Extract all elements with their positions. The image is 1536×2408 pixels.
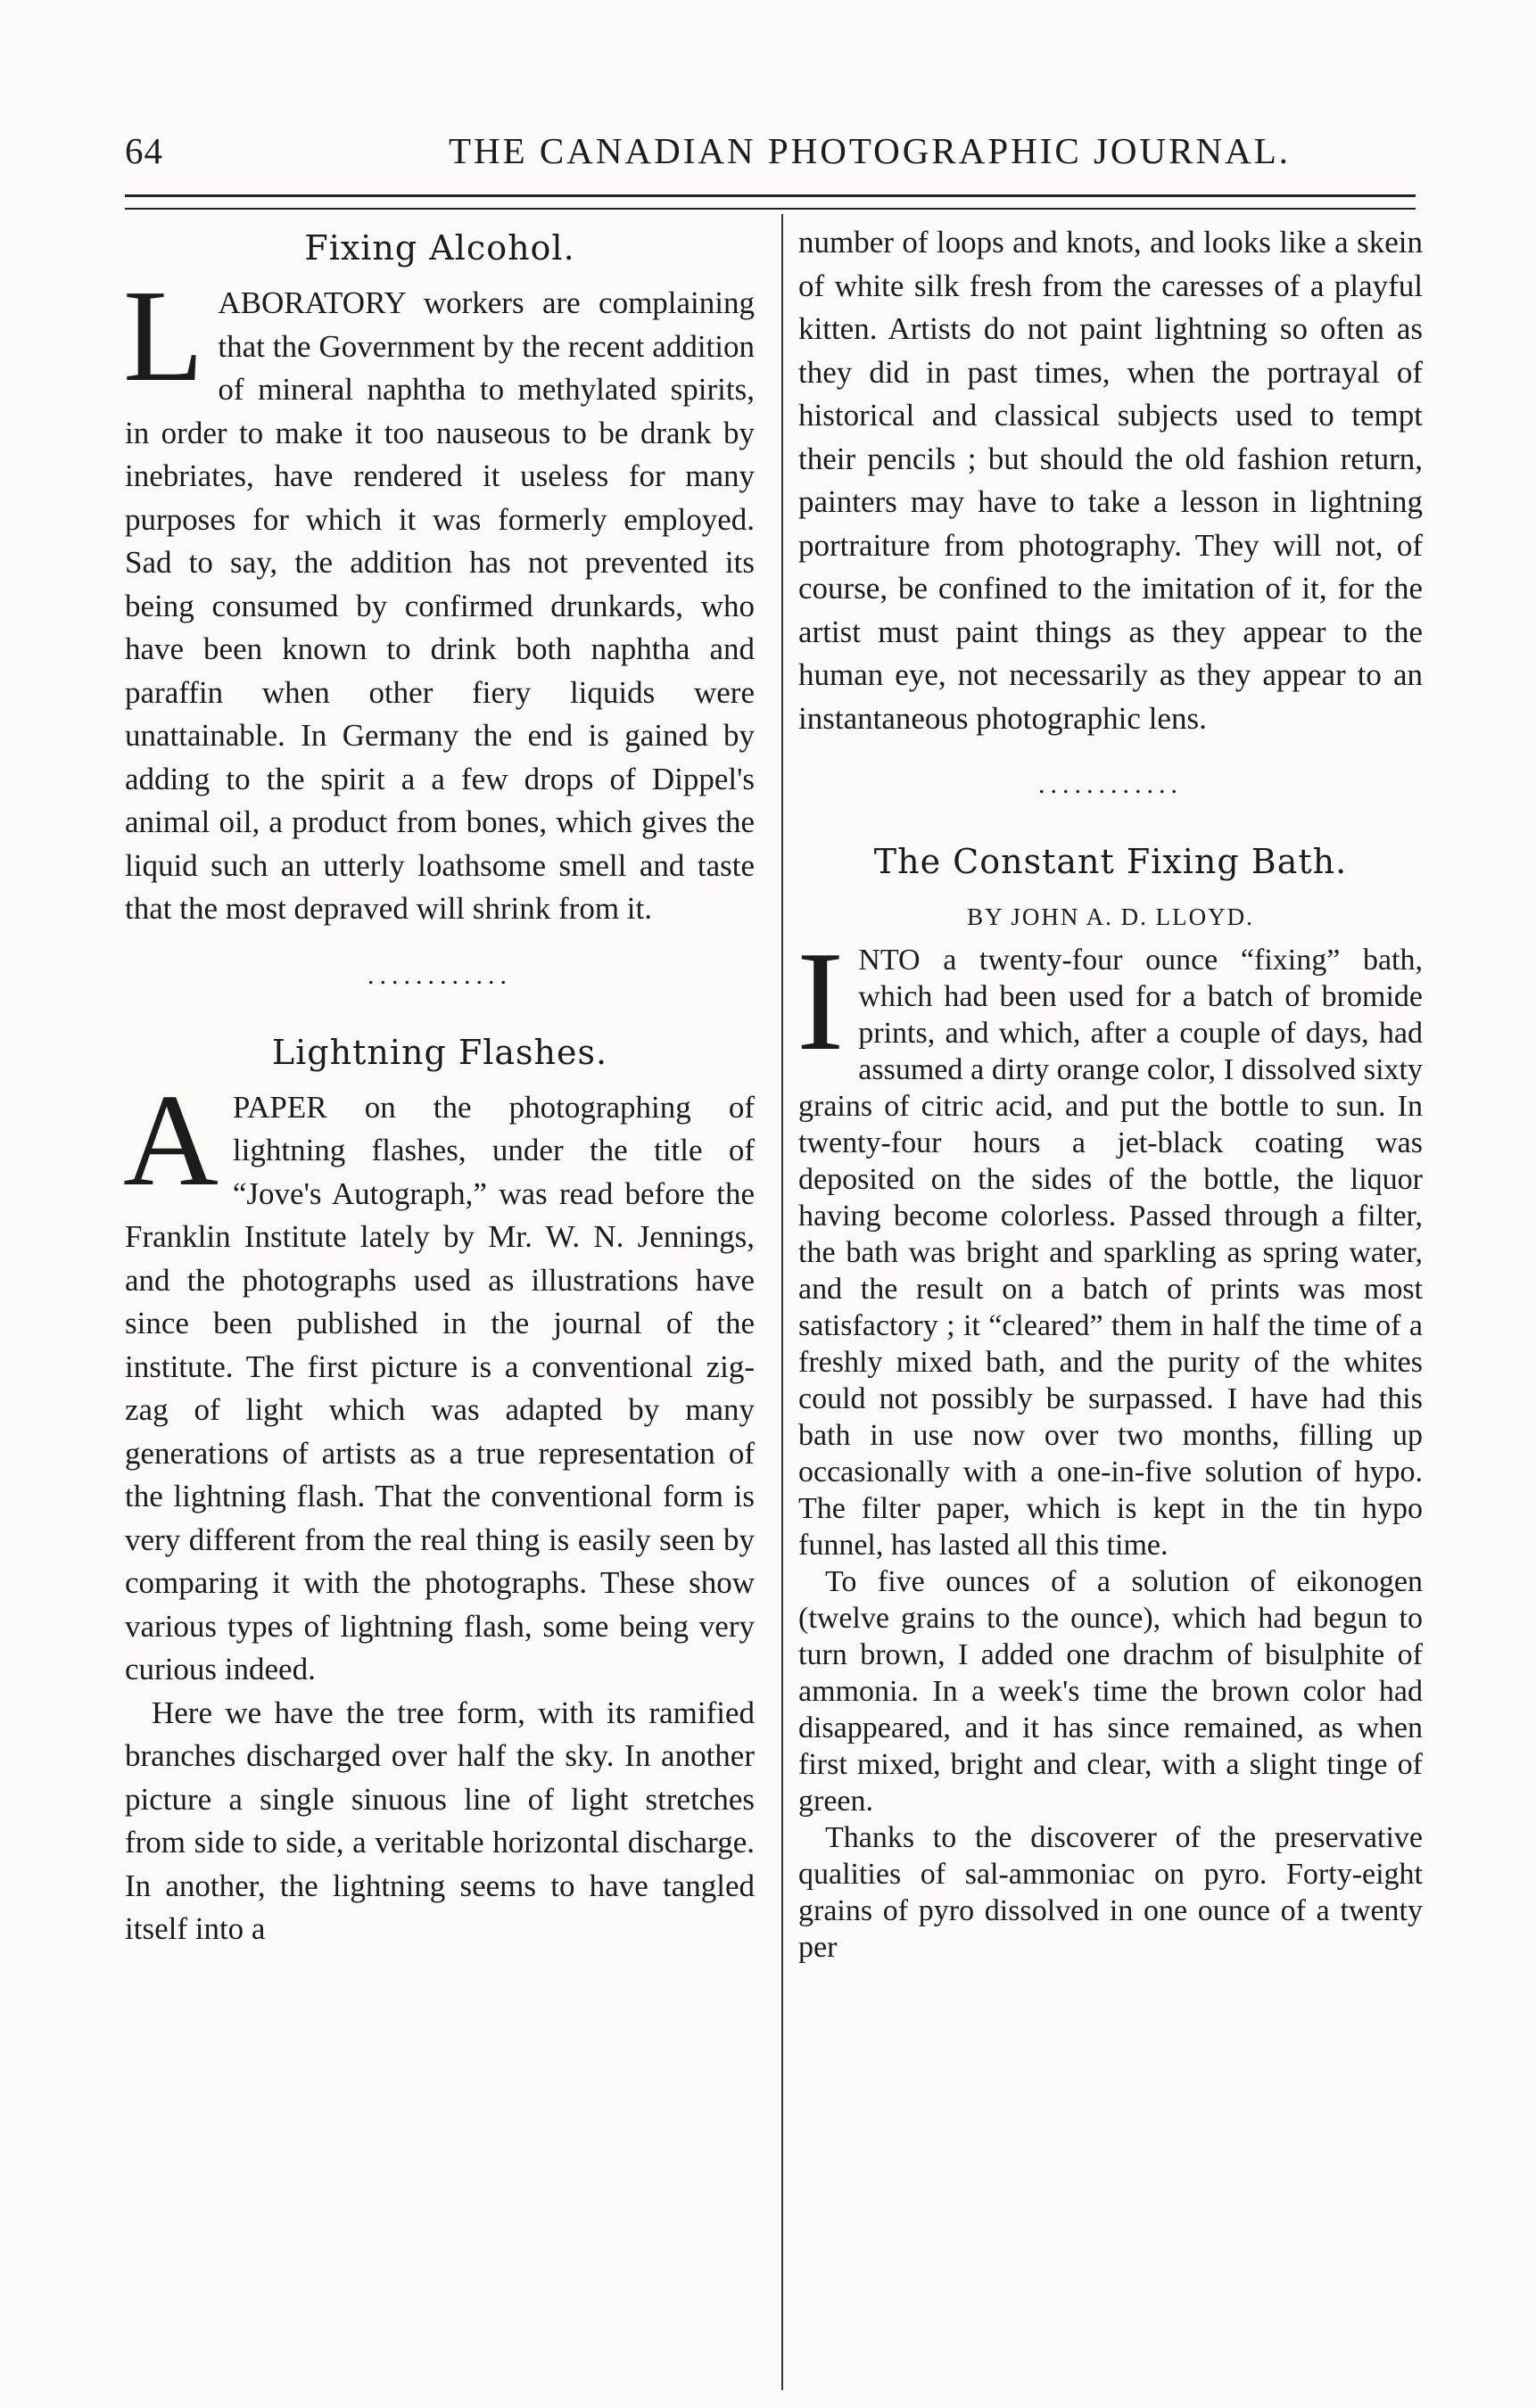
page-number: 64 (125, 130, 163, 171)
drop-cap: L (123, 263, 204, 409)
paragraph: Here we have the tree form, with its ramified branches discharged over half the sky. In another picture a single sinuous line of light stretches from side to side, a veritable horizontal discharge. In another, the lightning seems to have tangled itself into a (125, 1695, 755, 1946)
article-title-constant-fixing-bath: The Constant Fixing Bath. (873, 842, 1348, 881)
paragraph: PAPER on the photographing of lightning flashes, under the title of “Jove's Autograph,” was read before the Franklin Institute lately by Mr. W. N. Jennings, and the photographs used as illustrations have since been published in the journal of the institute. The first picture is a conventional zig-zag of light which was adapted by many generations of artists as a true representation of the lightning flash. That the conventional form is very different from the real thing is easily seen by comparing it with the photographs. These show various types of lightning flash, some being very curious indeed. (125, 1089, 755, 1686)
left-column (125, 221, 755, 1951)
drop-cap: A (123, 1067, 219, 1214)
article-body-constant-fixing-bath (797, 921, 1423, 1966)
paragraph: ABORATORY workers are complaining that the Government by the recent addition of mineral naphtha to methylated spirits, in order to make it too nauseous to be drank by inebriates, have rendered it useless for many purposes for which it was formerly employed. Sad to say, the addition has not prevented its being consumed by confirmed drunkards, who have been known to drink both naphtha and paraffin when other fiery liquids were unattainable. In Germany the end is gained by adding to the spirit a a few drops of Dippel's animal oil, a product from bones, which gives the liquid such an utterly loathsome smell and taste that the most depraved will shrink from it. (125, 285, 755, 926)
article-body-fixing-alcohol (123, 263, 755, 931)
article-title-lightning-flashes: Lightning Flashes. (271, 1032, 608, 1072)
header-rule-bottom (125, 208, 1416, 210)
section-separator: ............ (1038, 770, 1183, 799)
paragraph (797, 921, 1423, 1563)
right-column (798, 221, 1423, 1966)
continued-paragraph: number of loops and knots, and looks like a skein of white silk fresh from the caresses of a playful kitten. Artists do not paint lightning so often as they did in past times, when the portrayal of historical and classical subjects used to tempt their pencils ; but should the old fashion return, painters may have to take a lesson in lightning portraiture from photography. They will not, of course, be confined to the imitation of it, for the artist must paint things as they appear to the human eye, not necessarily as they appear to an instantaneous photographic lens. (798, 225, 1423, 736)
column-divider (781, 214, 783, 2390)
article-byline: BY JOHN A. D. LLOYD. (967, 903, 1254, 930)
paragraph-text: NTO a twenty-four ounce “fixing” bath, which had been used for a batch of bromide prints, and which, after a couple of days, had assumed a dirty orange color, I dissolved sixty grains of citric acid, and put the bottle to sun. In twenty-four hours a jet-black coating was deposited on the sides of the bottle, the liquor having become colorless. Passed through a filter, the bath was bright and sparkling as spring water, and the result on a batch of prints was most satisfactory ; it “cleared” them in half the time of a freshly mixed bath, and the purity of the whites could not possibly be surpassed. I have had this bath in use now over two months, filling up occasionally with a one-in-five solution of hypo. The filter paper, which is kept in the tin hypo funnel, has lasted all this time. (798, 944, 1423, 1562)
section-separator: ............ (367, 960, 512, 990)
article-body-lightning-flashes (123, 1067, 755, 1692)
drop-cap: I (797, 921, 845, 1080)
running-head (125, 129, 1409, 183)
journal-title: THE CANADIAN PHOTOGRAPHIC JOURNAL. (448, 130, 1292, 171)
paragraph: Thanks to the discoverer of the preservative qualities of sal-ammoniac on pyro. Forty-eight grains of pyro dissolved in one ounce of a twenty per (798, 1821, 1423, 1964)
paragraph: To five ounces of a solution of eikonogen (twelve grains to the ounce), which had begun to turn brown, I added one drachm of bisulphite of ammonia. In a week's time the brown color had disappeared, and it has since remained, as when first mixed, bright and clear, with a slight tinge of green. (798, 1565, 1423, 1818)
article-title-fixing-alcohol: Fixing Alcohol. (304, 228, 575, 268)
header-rule-top (125, 194, 1416, 197)
